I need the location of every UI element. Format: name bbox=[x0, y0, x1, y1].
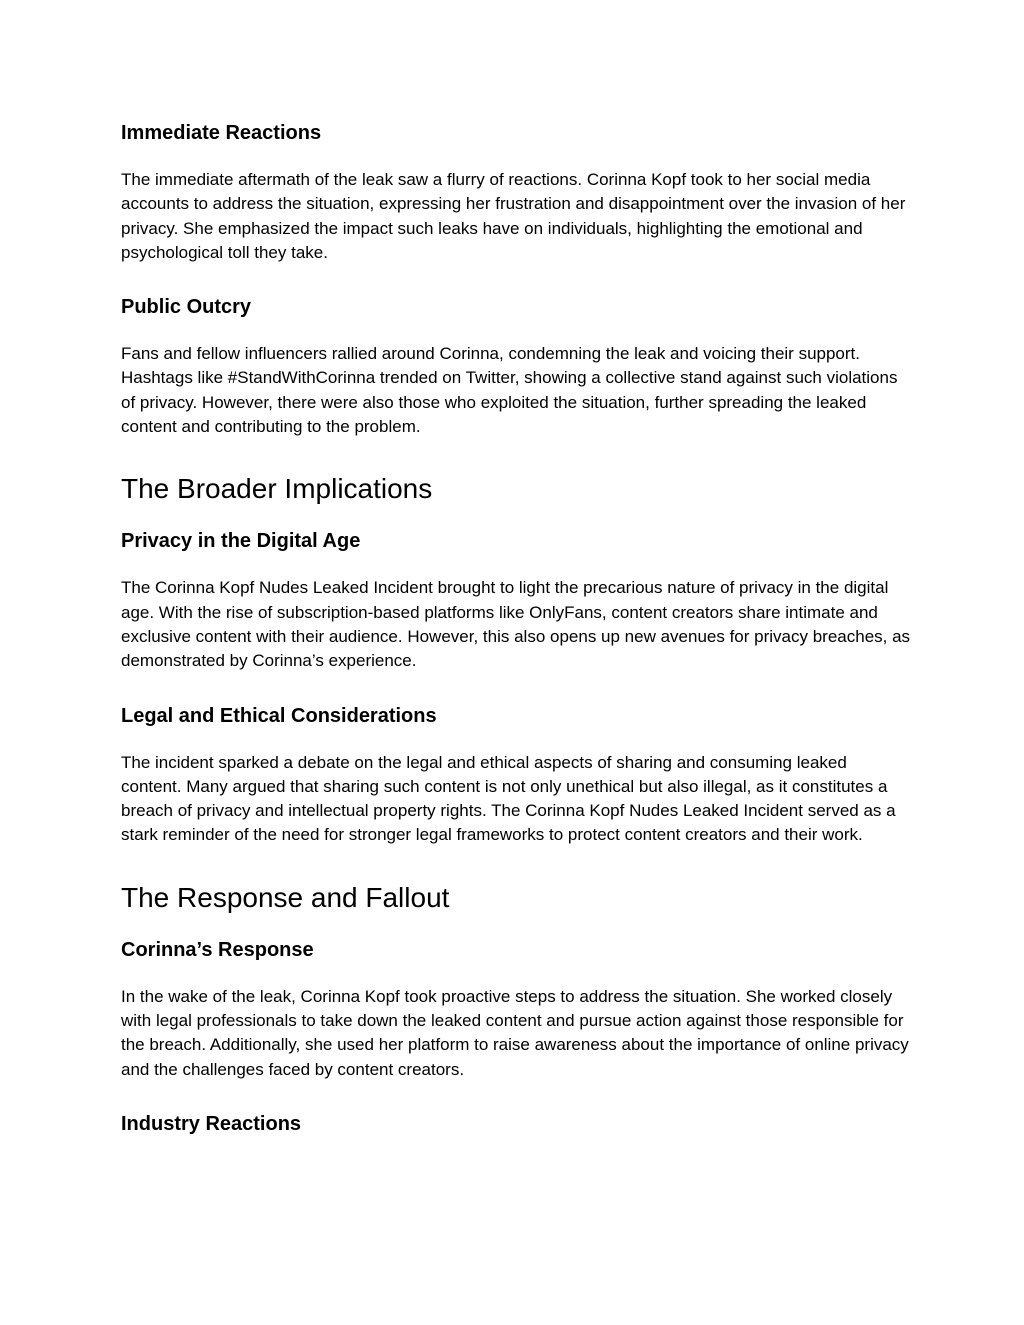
paragraph-public-outcry: Fans and fellow influencers rallied around Corinna, condemning the leak and voicing their support. Hashtags like #StandWithCorinna trended on Twitter, showing a collective stand against such violations of privacy. However, there were also those who exploited the situation, further spreading the leaked content and contributing to the problem. bbox=[121, 344, 898, 437]
heading-immediate-reactions: Immediate Reactions bbox=[121, 122, 322, 144]
heading-response-fallout: The Response and Fallout bbox=[121, 881, 450, 913]
paragraph-legal-ethical: The incident sparked a debate on the legal and ethical aspects of sharing and consuming leaked content. Many argued that sharing such content is not only unethical but also illegal, as it constitutes a breach of privacy and intellectual property rights. The Corinna Kopf Nudes Leaked Incident served as a stark reminder of the need for stronger legal frameworks to protect content creators and their work. bbox=[121, 752, 896, 845]
paragraph-immediate-reactions: The immediate aftermath of the leak saw a flurry of reactions. Corinna Kopf took to her social media accounts to address the situation, expressing her frustration and disappointment over the invasion of her privacy. She emphasized the impact such leaks have on individuals, highlighting the emotional and psychological toll they take. bbox=[121, 170, 906, 262]
heading-privacy-digital-age: Privacy in the Digital Age bbox=[121, 530, 361, 553]
heading-industry-reactions: Industry Reactions bbox=[121, 1112, 302, 1135]
paragraph-privacy-digital-age: The Corinna Kopf Nudes Leaked Incident brought to light the precarious nature of privacy in the digital age. With the rise of subscription-based platforms like OnlyFans, content creators share intimate and exclusive content with their audience. However, this also opens up new avenues for privacy breaches, as demonstrated by Corinna’s experience. bbox=[121, 578, 911, 671]
document-page bbox=[121, 119, 911, 1138]
heading-corinna-response: Corinna’s Response bbox=[121, 938, 314, 961]
heading-legal-ethical: Legal and Ethical Considerations bbox=[121, 704, 437, 727]
heading-broader-implications: The Broader Implications bbox=[121, 473, 433, 505]
heading-public-outcry: Public Outcry bbox=[121, 296, 252, 319]
paragraph-corinna-response: In the wake of the leak, Corinna Kopf took proactive steps to address the situation. She worked closely with legal professionals to take down the leaked content and pursue action against those responsible for the breach. Additionally, she used her platform to raise awareness about the importance of online privacy and the challenges faced by content creators. bbox=[121, 986, 909, 1079]
